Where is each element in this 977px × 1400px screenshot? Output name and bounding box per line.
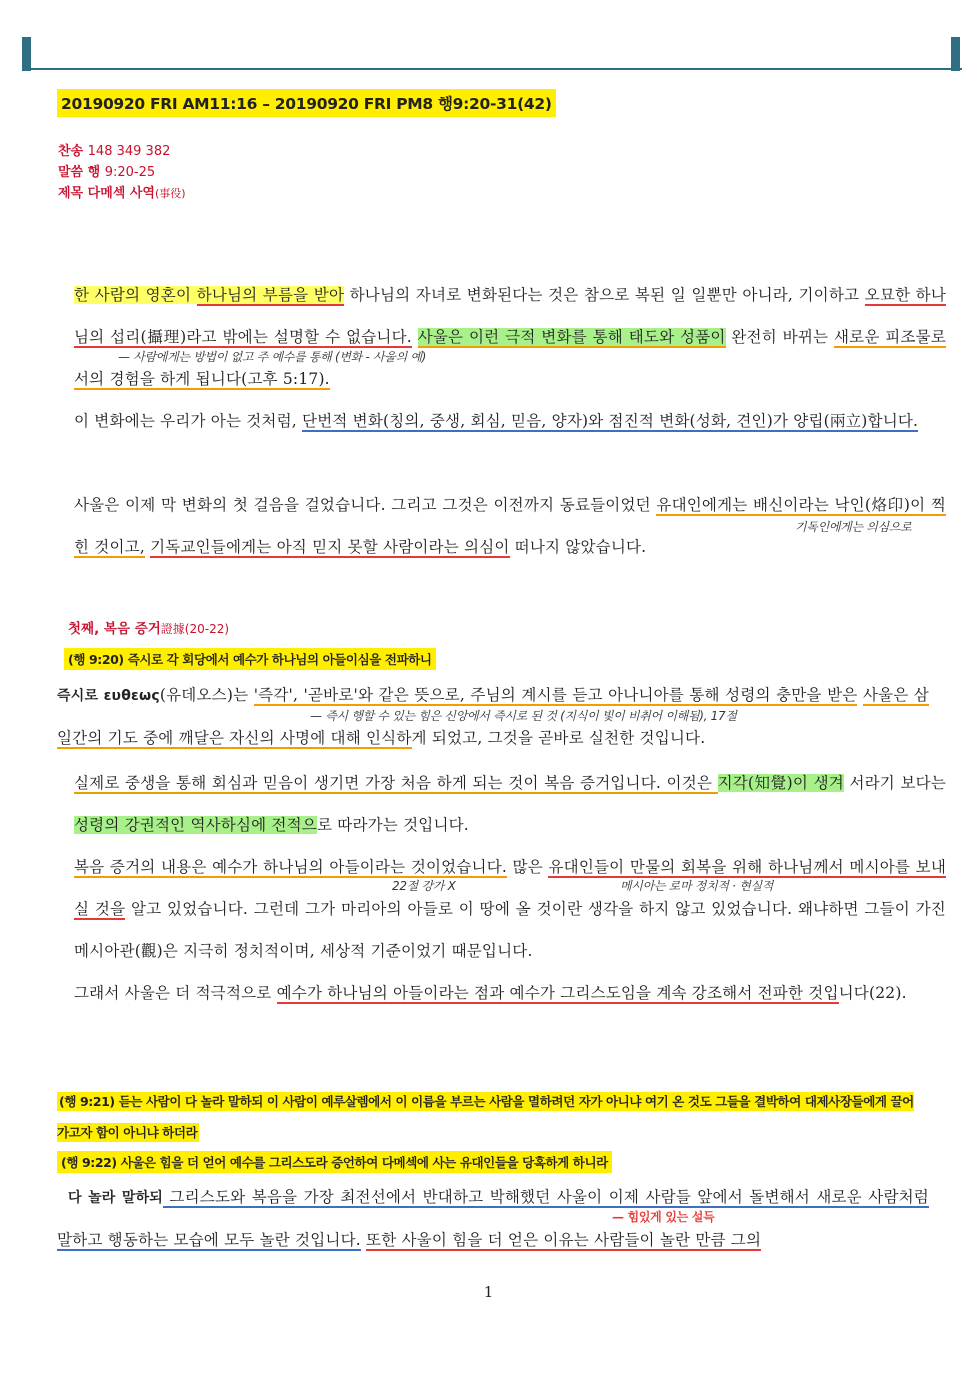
scripture-value: 9:20-25 <box>104 165 156 180</box>
para7-text-b: 예수가 하나님의 아들이라는 점과 예수가 그리스도임을 계속 강조해서 전파한 것입 <box>276 984 839 1002</box>
para5-text-d: 성령의 강권적인 역사하심에 전적으 <box>74 816 317 834</box>
para6-text-c: 유대인들이 만물의 회복을 위해 하나님께서 메시아를 보내실 것을 <box>74 858 946 918</box>
top-rule <box>22 68 962 70</box>
section-title-gospel-witness <box>68 617 229 637</box>
document-header: 20190920 FRI AM11:16 – 20190920 FRI PM8 행9:20-31(42) <box>57 89 556 117</box>
handwritten-note-4: 22절 강가 X <box>392 879 456 893</box>
para1-text-b: 하나님의 부름을 받아 <box>196 286 345 304</box>
para1-text-g: 완전히 바뀌는 <box>725 328 834 346</box>
hymn-value: 148 349 382 <box>87 144 171 159</box>
para1-text-d: 오묘한 하나님의 섭리(攝理)라고 밖에는 설명할 수 없습니다. <box>74 286 947 346</box>
para4-lead: 즉시로 <box>57 688 104 704</box>
page-number: 1 <box>483 1283 494 1301</box>
para5-text-e: 로 따라가는 것입니다. <box>316 816 469 834</box>
paragraph-8 <box>57 1176 929 1261</box>
para6-text-a: 복음 증거의 내용은 예수가 하나님의 아들이라는 것이었습니다. <box>74 858 507 876</box>
sermon-meta <box>58 141 186 204</box>
hymn-label: 찬송 <box>58 144 84 159</box>
para5-text-a: 실제로 중생을 통해 회심과 믿음이 생기면 가장 처음 하게 되는 것이 복음 증거입니다. 이것은 <box>74 774 718 792</box>
para2-text-b: 단번적 변화(칭의, 중생, 회심, 믿음, 양자)와 점진적 변화(성화, 견인)가 양립(兩立)합니다. <box>302 412 919 430</box>
handwritten-note-6: — 힘있게 있는 설득 <box>612 1210 715 1224</box>
para3-text-a: 사울은 이제 막 변화의 첫 걸음을 걸었습니다. 그리고 그것은 이전까지 동료들이었던 <box>74 496 657 514</box>
para2-text-a: 이 변화에는 우리가 아는 것처럼, <box>74 412 303 430</box>
para3-text-e: 떠나지 않았습니다. <box>509 538 647 556</box>
para8-lead: 다 놀라 말하되 <box>68 1190 164 1206</box>
subject-label: 제목 <box>58 186 84 201</box>
subject-value: 다메섹 사역 <box>87 186 155 201</box>
para4-text-a: (유데오스)는 <box>159 686 254 704</box>
subject-line <box>58 183 186 204</box>
handwritten-note-5: 메시아는 로마 정치적 · 현실적 <box>620 879 774 893</box>
para1-text-a: 한 사람의 영혼이 <box>74 286 197 304</box>
paragraph-5 <box>57 762 946 846</box>
para8-text-a: 그리스도와 복음을 가장 최전선에서 반대하고 박해했던 사울이 이제 사람들 앞에서 돌변해서 새로운 사람처럼 말하고 행동하는 모습에 모두 놀란 것입니다. <box>57 1188 929 1249</box>
para6-text-b: 많은 <box>507 858 549 876</box>
paragraph-2 <box>57 400 946 442</box>
hymn-line <box>58 141 186 162</box>
para1-text-c: 하나님의 자녀로 변화된다는 것은 참으로 복된 일 일뿐만 아니라, 기이하고 <box>344 286 865 304</box>
paragraph-1 <box>57 274 946 400</box>
scripture-line <box>58 162 186 183</box>
section-title-hanja: 證據(20-22) <box>160 622 230 636</box>
verse-9-21-text: (행 9:21) 듣는 사람이 다 놀라 말하되 이 사람이 예루살렘에서 이 이름을 부르는 사람을 멸하려던 자가 아니냐 여기 온 것도 그들을 결박하여 대제사장들에게 끌어 가고자 함이 아니냐 하더라 <box>57 1094 914 1140</box>
paragraph-7 <box>57 972 946 1014</box>
para1-text-f: 사울은 이런 극적 변화를 통해 태도와 성품이 <box>417 328 726 346</box>
paragraph-6 <box>57 846 946 972</box>
handwritten-note-3: — 즉시 행할 수 있는 힘은 신앙에서 즉시로 된 것 (지식이 빛이 비취어 이해됨), 17절 <box>310 709 737 723</box>
para6-text-d: 알고 있었습니다. 그런데 그가 마리아의 아들로 이 땅에 올 것이란 생각을 하지 않고 있었습니다. 왜냐하면 그들이 가진 메시아관(觀)은 지극히 정치적이며, 세상적 기준이었기 때문입니다. <box>74 900 946 960</box>
para1-text-e <box>412 328 418 346</box>
para4-text-e: 게 되었고, 그것을 곧바로 실천한 것입니다. <box>411 729 706 747</box>
para5-text-c: 서라기 보다는 <box>843 774 946 792</box>
para5-text-b: 지각(知覺)이 생겨 <box>717 774 844 792</box>
scripture-label: 말씀 행 <box>58 165 101 180</box>
para4-greek-word: ευθεως <box>103 688 160 704</box>
para7-text-a: 그래서 사울은 더 적극적으로 <box>74 984 277 1002</box>
para3-text-b: 유대인에게는 배신이라는 낙인(烙印)이 찍힌 것이고, <box>74 496 946 556</box>
para7-text-c: 니다(22). <box>838 984 907 1002</box>
top-left-tab-marker <box>22 37 31 71</box>
verse-9-22: (행 9:22) 사울은 힘을 더 얻어 예수를 그리스도라 증언하여 다메섹에 사는 유대인들을 당혹하게 하니라 <box>57 1151 612 1173</box>
verse-9-20: (행 9:20) 즉시로 각 회당에서 예수가 하나님의 아들이심을 전파하니 <box>64 648 436 670</box>
para3-text-d: 기독교인들에게는 아직 믿지 못할 사람이라는 의심이 <box>150 538 510 556</box>
top-right-tab-marker <box>951 37 960 71</box>
para8-text-c: 또한 사울이 힘을 더 얻은 이유는 사람들이 놀란 만큼 그의 <box>366 1231 762 1249</box>
handwritten-note-1: — 사람에게는 방법이 없고 주 예수를 통해 (변화 - 사울의 예) <box>118 350 427 364</box>
subject-hanja: (事役) <box>154 187 186 200</box>
para4-text-b: '즉각', '곧바로'와 같은 뜻으로, 주님의 계시를 듣고 아나니아를 통해 성령의 충만을 받은 <box>253 686 858 704</box>
para4-text-d: 사울은 삼 일간의 기도 중에 깨달은 자신의 사명에 대해 인식하 <box>57 686 929 747</box>
verse-9-21 <box>57 1086 929 1148</box>
para1-text-h: 새로운 피조물로서의 경험을 하게 됩니다(고후 5:17). <box>74 328 946 388</box>
handwritten-note-2: 기독인에게는 의심으로 <box>795 520 912 534</box>
section-title-text: 첫째, 복음 증거 <box>68 621 161 637</box>
